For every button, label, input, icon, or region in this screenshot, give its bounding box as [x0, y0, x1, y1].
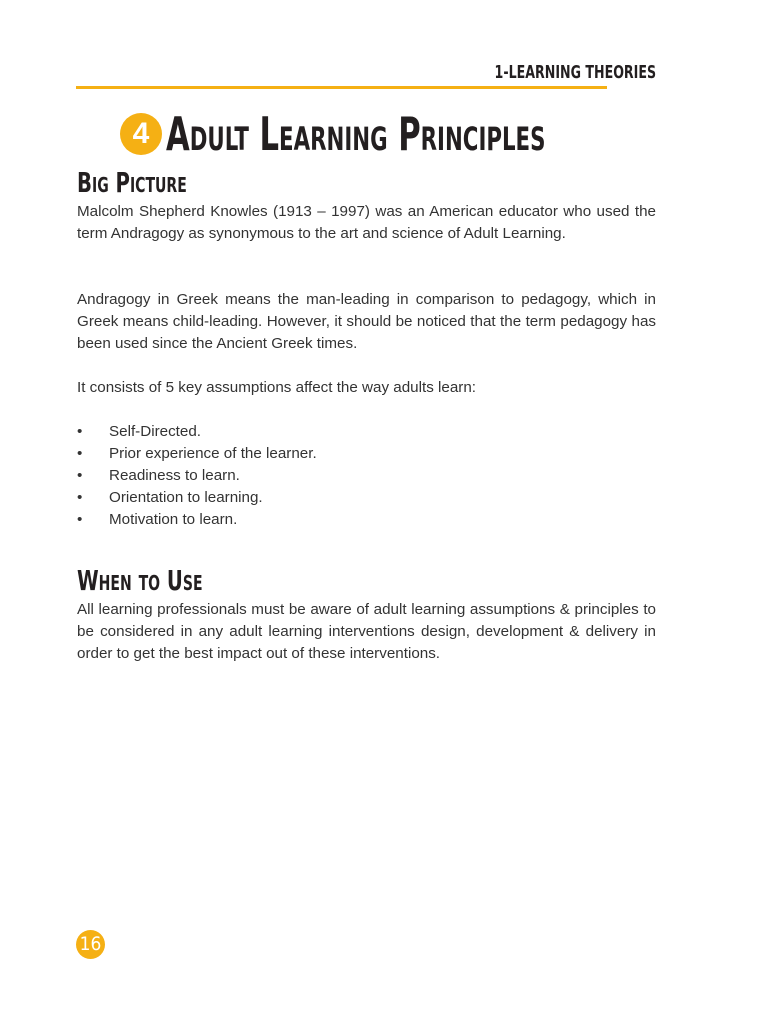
list-item-text: Motivation to learn.: [109, 511, 238, 528]
bullet-marker: •: [77, 511, 83, 528]
paragraph: It consists of 5 key assumptions affect the way adults learn:: [77, 379, 477, 396]
bullet-marker: •: [77, 467, 83, 484]
running-head: [76, 58, 656, 90]
bullet-marker: •: [77, 423, 83, 440]
list-item-text: Orientation to learning.: [109, 489, 263, 506]
list-item-text: Self-Directed.: [109, 423, 202, 440]
list-item: [77, 421, 656, 443]
list-item: [77, 487, 656, 509]
list-item: [77, 509, 656, 531]
page-number-badge: 16: [76, 930, 105, 959]
section-heading-when-to-use: When to Use: [77, 564, 203, 597]
chapter-title: [120, 106, 679, 162]
list-item-text: Readiness to learn.: [109, 467, 240, 484]
list-item: [77, 465, 656, 487]
list-item-text: Prior experience of the learner.: [109, 445, 317, 462]
bullet-marker: •: [77, 445, 83, 462]
assumptions-list: [77, 421, 656, 531]
paragraph: Malcolm Shepherd Knowles (1913 – 1997) was an American educator who used the term Andragogy as synonymous to the art and science of Adult Learning.: [77, 203, 656, 242]
paragraph: All learning professionals must be aware of adult learning assumptions & principles to be considered in any adult learning interventions design, development & delivery in order to get the best impact out of these interventions.: [77, 601, 656, 662]
running-head-rule: [76, 86, 607, 89]
list-item: [77, 443, 656, 465]
section-heading-big-picture: Big Picture: [77, 166, 187, 199]
bullet-marker: •: [77, 489, 83, 506]
chapter-title-text: Adult Learning Principles: [166, 107, 546, 161]
running-head-title: 1-LEARNING THEORIES: [494, 62, 656, 83]
chapter-number-badge: 4: [120, 113, 162, 155]
paragraph: Andragogy in Greek means the man-leading in comparison to pedagogy, which in Greek means child-leading. However, it should be noticed that the term pedagogy has been used since the Ancient Greek times.: [77, 291, 656, 352]
